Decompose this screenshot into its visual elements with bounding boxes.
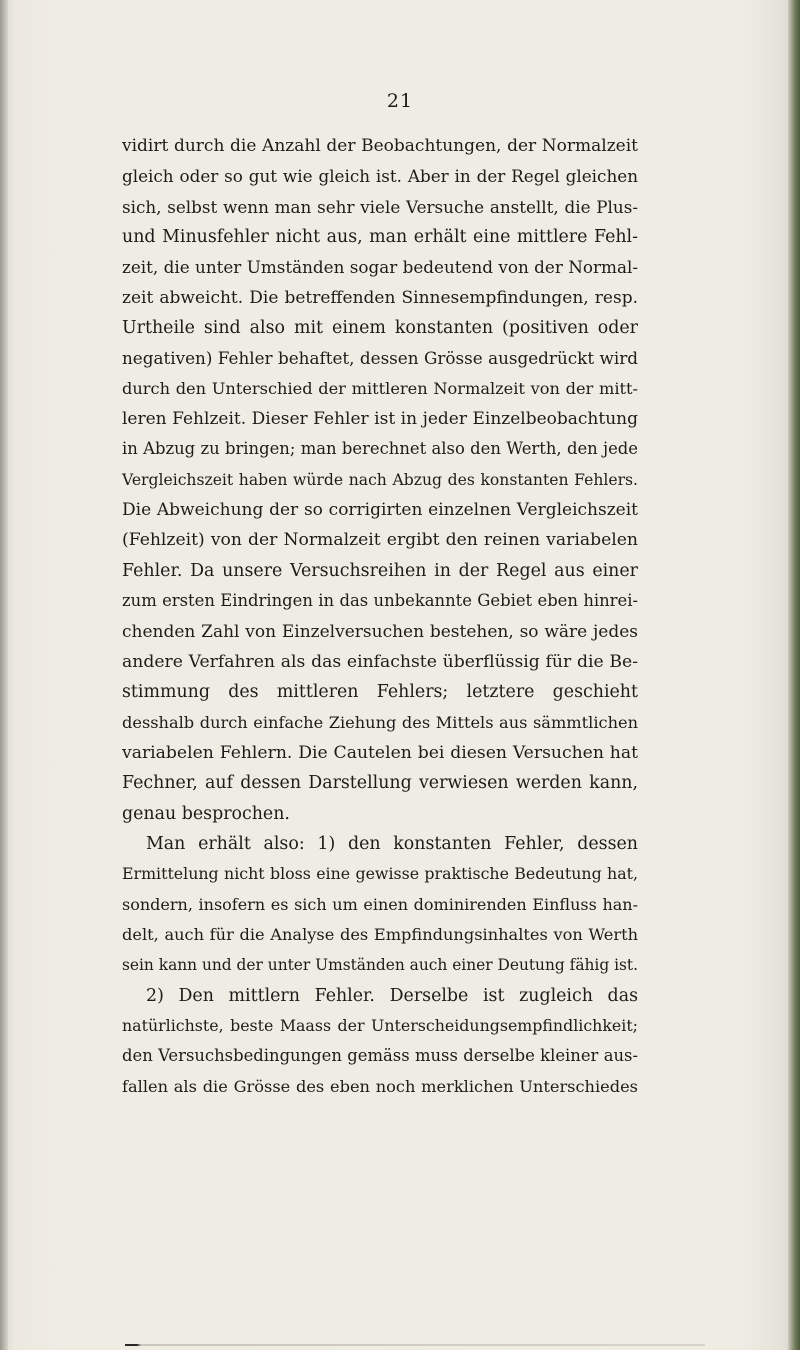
- text-line: 2) Den mittlern Fehler. Derselbe ist zugleich das: [146, 985, 638, 1006]
- text-line: Urtheile sind also mit einem konstanten (positiven oder: [122, 318, 638, 339]
- text-line: chenden Zahl von Einzelversuchen bestehen, so wäre jedes: [122, 621, 638, 642]
- text-line: den Versuchsbedingungen gemäss muss derselbe kleiner aus-: [122, 1046, 638, 1066]
- text-line: stimmung des mittleren Fehlers; letztere geschieht: [122, 682, 638, 703]
- text-line: Ermittelung nicht bloss eine gewisse praktische Bedeutung hat,: [122, 864, 638, 884]
- text-line: Man erhält also: 1) den konstanten Fehler, dessen: [146, 833, 638, 854]
- text-line: negativen) Fehler behaftet, dessen Grösse ausgedrückt wird: [122, 348, 638, 369]
- text-line: desshalb durch einfache Ziehung des Mittels aus sämmtlichen: [122, 712, 638, 732]
- scan-bottom-edge: [125, 1344, 705, 1346]
- text-line: fallen als die Grösse des eben noch merklichen Unterschiedes: [122, 1076, 638, 1096]
- text-line: Die Abweichung der so corrigirten einzelnen Vergleichszeit: [122, 500, 638, 521]
- text-line: in Abzug zu bringen; man berechnet also den Werth, den jede: [122, 439, 638, 459]
- text-line: andere Verfahren als das einfachste überflüssig für die Be-: [122, 651, 638, 672]
- text-line: durch den Unterschied der mittleren Normalzeit von der mitt-: [122, 378, 638, 398]
- text-line: genau besprochen.: [122, 803, 290, 824]
- left-page-edge: [0, 0, 8, 1350]
- text-line: sondern, insofern es sich um einen dominirenden Einfluss han-: [122, 894, 638, 914]
- right-page-edge: [788, 0, 800, 1350]
- text-line: Vergleichszeit haben würde nach Abzug des konstanten Fehlers.: [122, 470, 638, 489]
- body-text: [122, 131, 638, 1102]
- text-line: delt, auch für die Analyse des Empfindungsinhaltes von Werth: [122, 924, 638, 944]
- text-line: sein kann und der unter Umständen auch einer Deutung fähig ist.: [122, 956, 638, 975]
- text-line: Fehler. Da unsere Versuchsreihen in der Regel aus einer: [122, 560, 638, 581]
- text-line: (Fehlzeit) von der Normalzeit ergibt den reinen variabelen: [122, 530, 638, 551]
- text-line: zeit abweicht. Die betreffenden Sinnesempfindungen, resp.: [122, 287, 638, 308]
- text-line: zeit, die unter Umständen sogar bedeutend von der Normal-: [122, 257, 638, 278]
- text-line: vidirt durch die Anzahl der Beobachtungen, der Normalzeit: [122, 136, 638, 156]
- text-line: Fechner, auf dessen Darstellung verwiesen werden kann,: [122, 773, 638, 794]
- text-line: natürlichste, beste Maass der Unterscheidungsempfindlichkeit;: [122, 1015, 638, 1035]
- text-line: zum ersten Eindringen in das unbekannte Gebiet eben hinrei-: [122, 591, 638, 611]
- text-line: und Minusfehler nicht aus, man erhält eine mittlere Fehl-: [122, 227, 638, 248]
- text-line: sich, selbst wenn man sehr viele Versuche anstellt, die Plus-: [122, 196, 638, 217]
- text-line: variabelen Fehlern. Die Cautelen bei diesen Versuchen hat: [122, 742, 638, 763]
- page-number: 21: [386, 90, 414, 112]
- text-line: leren Fehlzeit. Dieser Fehler ist in jeder Einzelbeobachtung: [122, 409, 638, 430]
- text-line: gleich oder so gut wie gleich ist. Aber in der Regel gleichen: [122, 166, 638, 187]
